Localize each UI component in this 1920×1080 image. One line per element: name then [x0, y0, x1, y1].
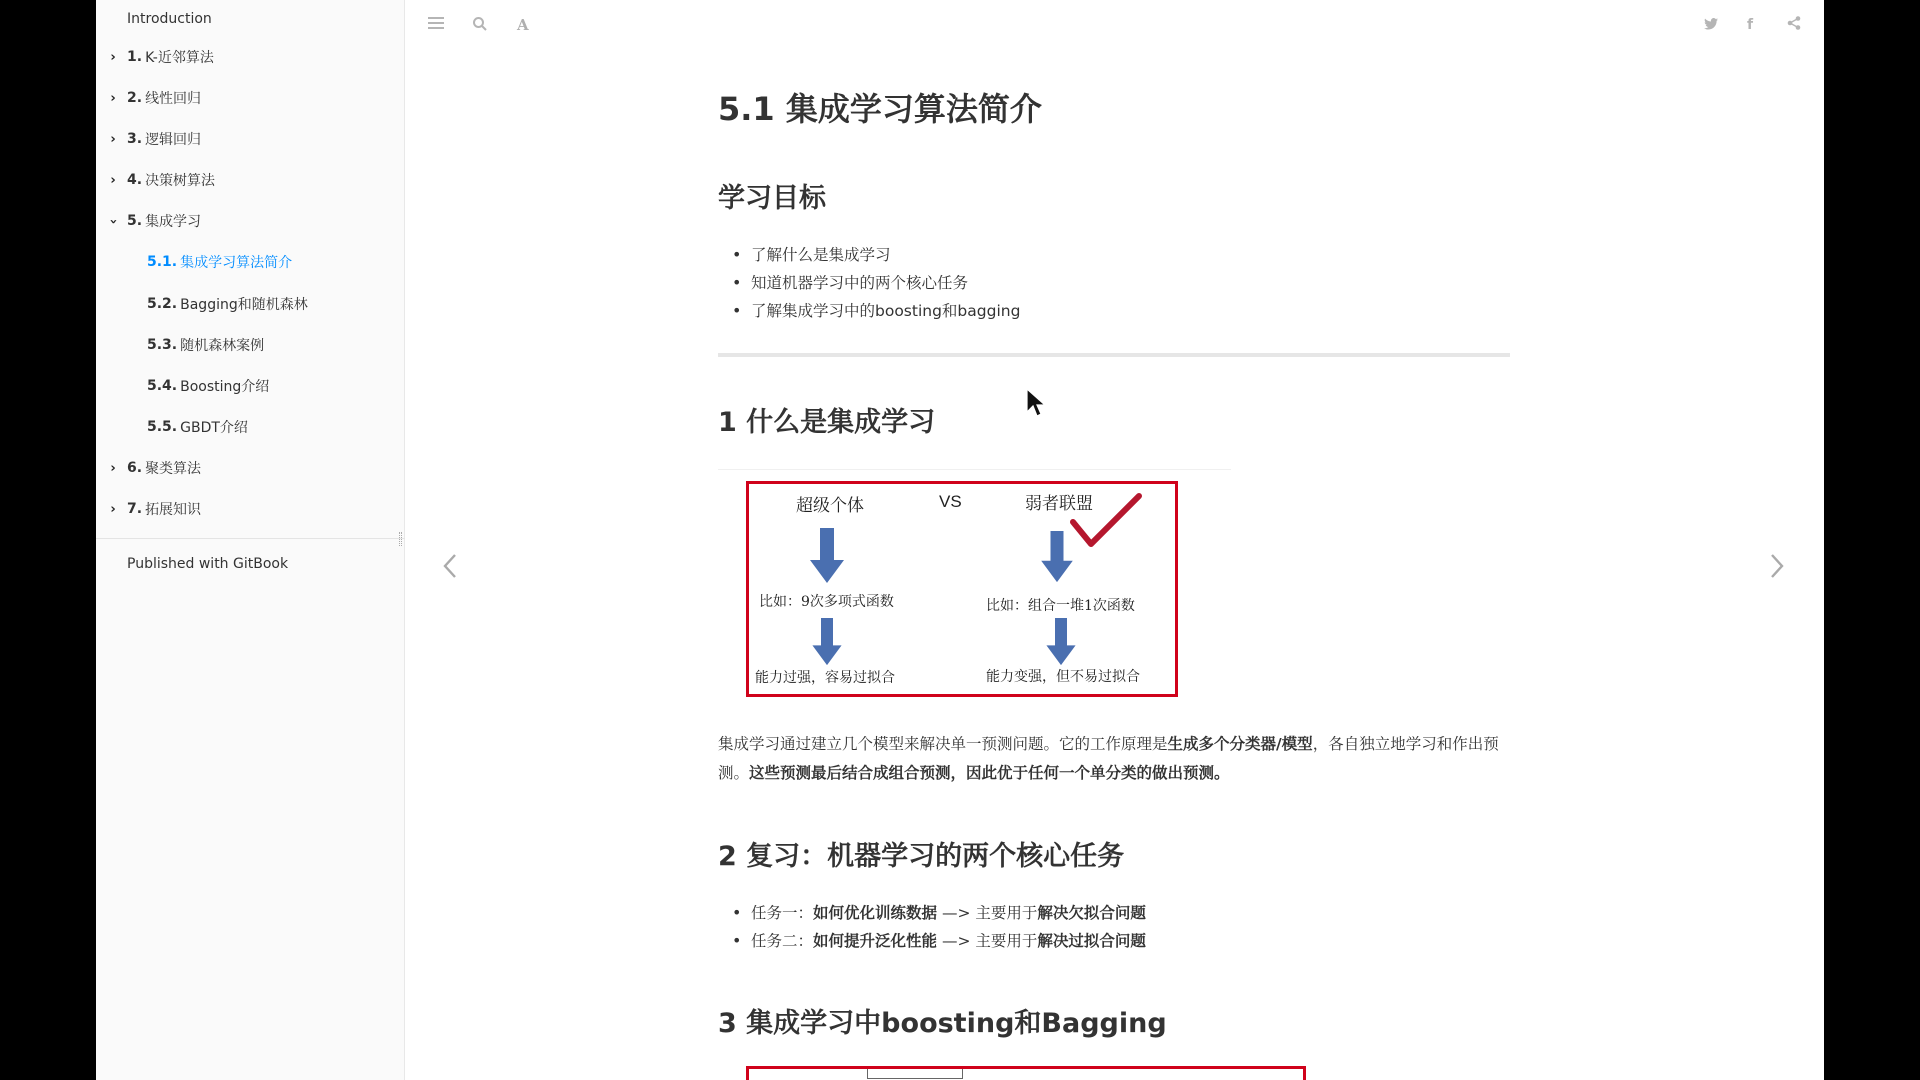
sidebar-item-logistic-regression[interactable]	[96, 124, 405, 154]
list-item: • 了解集成学习中的boosting和bagging	[718, 297, 1020, 325]
figure-vs-label: VS	[939, 492, 962, 511]
task-bold-text: 如何优化训练数据	[813, 904, 938, 922]
paragraph-text: ，各自独立地学习和作出预测。	[718, 735, 1499, 782]
sidebar	[96, 0, 405, 1080]
sidebar-item-number: 5.	[127, 213, 143, 229]
figure-left-result: 能力过强，容易过拟合	[755, 670, 895, 686]
task-bold-text: 解决过拟合问题	[1037, 932, 1146, 950]
sidebar-item-label: GBDT介绍	[180, 420, 248, 436]
list-item	[718, 927, 1146, 955]
sidebar-item-introduction[interactable]	[96, 4, 405, 34]
horizontal-rule	[718, 353, 1510, 357]
sidebar-item-number: 2.	[127, 90, 143, 106]
sidebar-subitem-5-3[interactable]	[96, 330, 405, 360]
task-text: —> 主要用于	[937, 932, 1038, 950]
task-prefix: 任务一：	[751, 904, 814, 922]
sidebar-item-number: 3.	[127, 131, 143, 147]
sidebar-item-label: 聚类算法	[145, 461, 202, 477]
sidebar-subitem-5-2[interactable]	[96, 289, 405, 319]
chevron-down-icon: ›	[105, 218, 121, 225]
section-heading-2: 2 复习：机器学习的两个核心任务	[718, 841, 1125, 872]
sidebar-item-number: 5.4.	[147, 378, 178, 394]
paragraph-bold-text: 生成多个分类器/模型	[1167, 735, 1313, 753]
down-arrow-icon	[1043, 618, 1079, 666]
page-title: 5.1 集成学习算法简介	[718, 90, 1042, 128]
chevron-right-icon: ›	[110, 173, 116, 188]
figure-right-title: 弱者联盟	[1025, 494, 1093, 514]
previous-page-arrow-icon[interactable]	[443, 553, 457, 583]
down-arrow-icon	[809, 528, 845, 584]
twitter-icon[interactable]	[1704, 16, 1718, 34]
sidebar-item-extended-knowledge[interactable]	[96, 494, 405, 524]
tasks-list	[718, 899, 1146, 955]
sidebar-item-number: 6.	[127, 460, 143, 476]
sidebar-item-clustering[interactable]	[96, 453, 405, 483]
section-heading-3: 3 集成学习中boosting和Bagging	[718, 1008, 1167, 1039]
sidebar-subitem-5-4[interactable]	[96, 371, 405, 401]
checkmark-icon	[1069, 492, 1149, 552]
section-heading-goals: 学习目标	[718, 183, 826, 214]
published-label: Published with GitBook	[127, 556, 289, 572]
chevron-right-icon: ›	[110, 132, 116, 147]
sidebar-item-label: 线性回归	[145, 91, 202, 107]
sidebar-item-number: 5.3.	[147, 337, 178, 353]
ensemble-learning-figure	[746, 481, 1178, 697]
sidebar-resize-handle[interactable]	[399, 532, 402, 546]
sidebar-item-number: 5.5.	[147, 419, 178, 435]
mouse-cursor-icon	[1026, 388, 1046, 418]
gitbook-window	[96, 0, 1824, 1080]
task-bold-text: 解决欠拟合问题	[1037, 904, 1146, 922]
sidebar-item-label: 拓展知识	[145, 502, 202, 518]
figure-right-result: 能力变强，但不易过拟合	[986, 669, 1140, 685]
sidebar-item-ensemble-learning[interactable]	[96, 206, 405, 236]
task-prefix: 任务二：	[751, 932, 814, 950]
goals-list	[718, 241, 1020, 325]
down-arrow-icon	[809, 618, 845, 666]
share-icon[interactable]	[1787, 16, 1801, 34]
task-bold-text: 如何提升泛化性能	[813, 932, 938, 950]
figure-left-title: 超级个体	[796, 496, 864, 516]
sidebar-subitem-5-1[interactable]	[96, 247, 405, 277]
published-with-gitbook-link[interactable]	[96, 549, 405, 579]
figure-left-example: 比如：9次多项式函数	[759, 594, 894, 610]
chevron-right-icon: ›	[110, 461, 116, 476]
list-item: • 知道机器学习中的两个核心任务	[718, 269, 1020, 297]
paragraph-bold-text: 这些预测最后结合成组合预测，因此优于任何一个单分类的做出预测。	[749, 764, 1230, 782]
paragraph	[718, 730, 1518, 788]
sidebar-item-label: 集成学习	[145, 214, 202, 230]
task-text: —> 主要用于	[937, 904, 1038, 922]
section-heading-1: 1 什么是集成学习	[718, 407, 936, 438]
chevron-right-icon: ›	[110, 50, 116, 65]
sidebar-item-linear-regression[interactable]	[96, 83, 405, 113]
sidebar-item-knn[interactable]	[96, 42, 405, 72]
sidebar-item-number: 1.	[127, 49, 143, 65]
sidebar-item-label: 逻辑回归	[145, 132, 202, 148]
chevron-right-icon: ›	[110, 502, 116, 517]
sidebar-item-number: 5.1.	[147, 254, 178, 270]
sidebar-item-decision-tree[interactable]	[96, 165, 405, 195]
search-icon[interactable]	[472, 16, 488, 36]
sidebar-item-label: 集成学习算法简介	[180, 255, 293, 271]
sidebar-item-label: Bagging和随机森林	[180, 297, 308, 313]
sidebar-item-number: 5.2.	[147, 296, 178, 312]
paragraph-text: 集成学习通过建立几个模型来解决单一预测问题。它的工作原理是	[718, 735, 1168, 753]
sidebar-item-label: Boosting介绍	[180, 379, 270, 395]
down-arrow-icon	[1039, 531, 1075, 583]
list-item	[718, 899, 1146, 927]
facebook-icon[interactable]: f	[1747, 17, 1754, 33]
figure-top-rule	[718, 469, 1231, 470]
sidebar-subitem-5-5[interactable]	[96, 412, 405, 442]
sidebar-divider	[96, 538, 405, 539]
list-item: • 了解什么是集成学习	[718, 241, 1020, 269]
boosting-bagging-figure	[746, 1066, 1306, 1080]
font-settings-icon[interactable]: A	[517, 16, 529, 34]
sidebar-item-label: Introduction	[127, 11, 212, 27]
sidebar-item-number: 7.	[127, 501, 143, 517]
figure-right-example: 比如：组合一堆1次函数	[986, 598, 1135, 614]
sidebar-item-label: K-近邻算法	[145, 50, 214, 66]
menu-icon[interactable]	[428, 16, 444, 34]
sidebar-item-label: 决策树算法	[145, 173, 216, 189]
next-page-arrow-icon[interactable]	[1770, 553, 1784, 583]
figure-table-fragment	[867, 1069, 963, 1079]
sidebar-item-number: 4.	[127, 172, 143, 188]
sidebar-item-label: 随机森林案例	[180, 338, 265, 354]
chevron-right-icon: ›	[110, 91, 116, 106]
